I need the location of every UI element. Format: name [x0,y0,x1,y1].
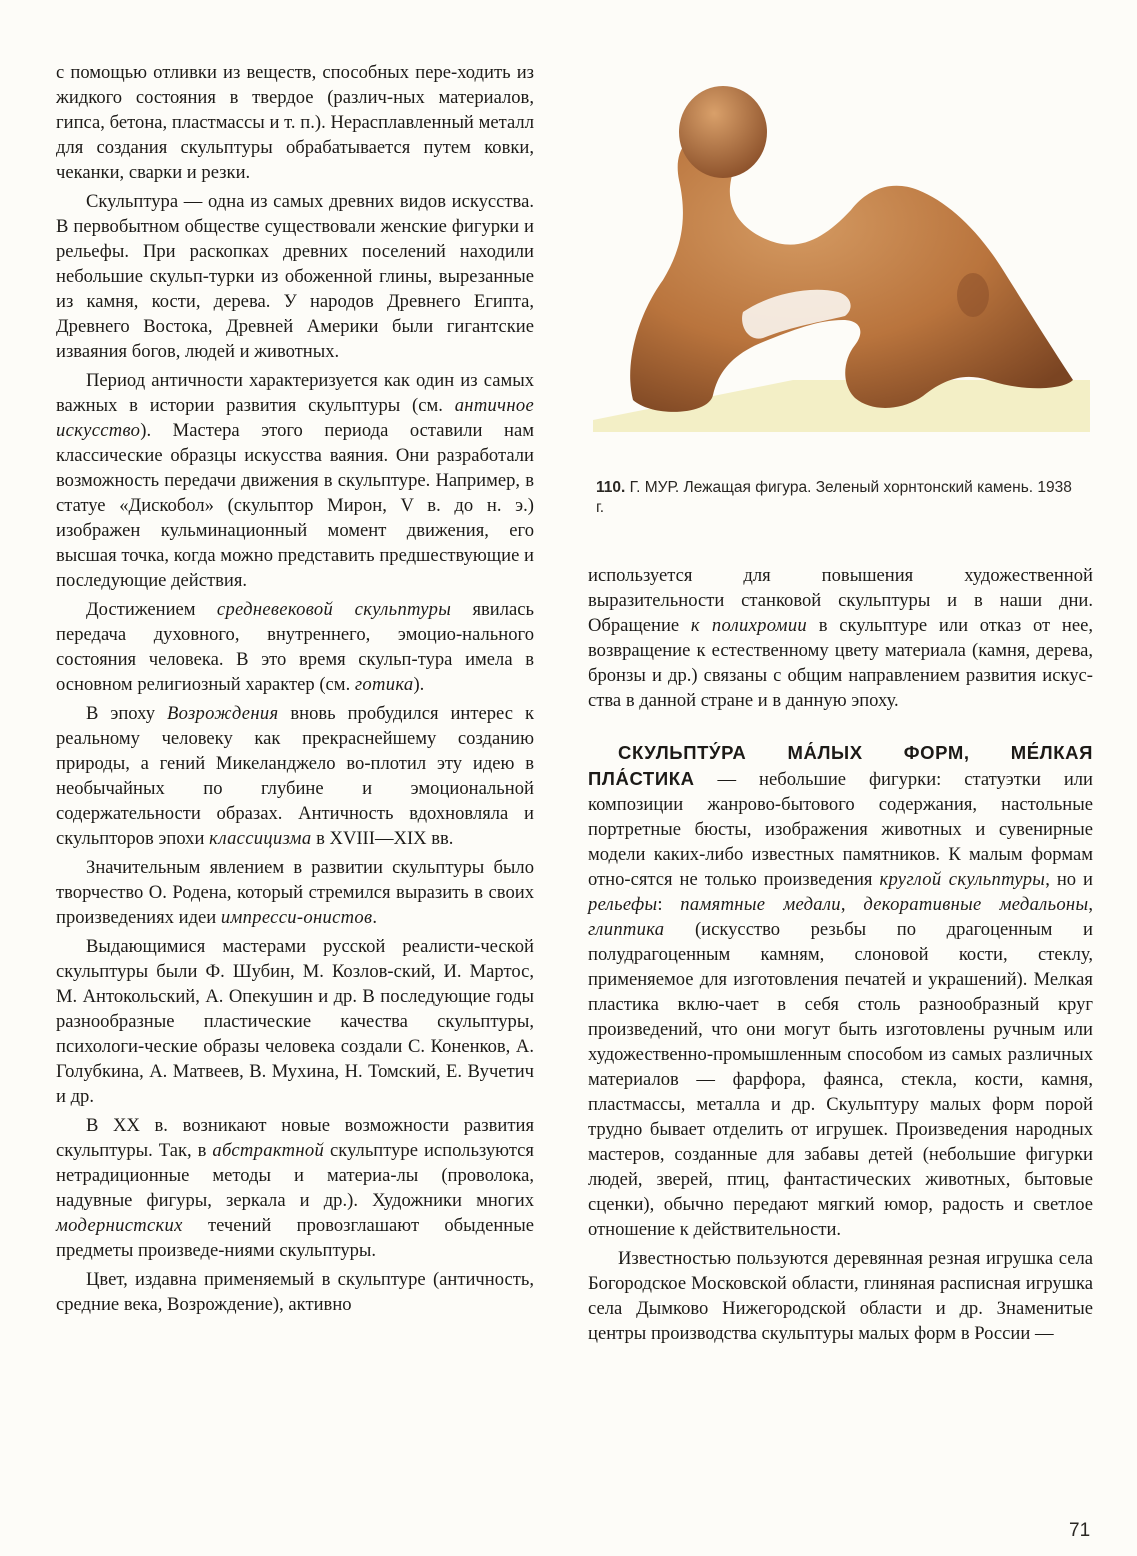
cross-reference: абстрактной [212,1140,325,1161]
page-number: 71 [1069,1520,1091,1541]
right-text-column [588,563,1093,1346]
paragraph-text: с помощью отливки из веществ, способных пере-ходить из жидкого состояния в твердое (различ-ных материалов, гипса, бетона, пластмассы и т. п.). Нерасплавленный металл для создания скульптуры обрабатывается путем ковки, чеканки, сварки и резки. [56,62,534,183]
cross-reference: готика [354,674,414,695]
paragraph-russian-masters [56,934,534,1109]
paragraph-text: Цвет, издавна применяемый в скульптуре (античность, средние века, Возрождение), активно [56,1269,534,1315]
cross-reference: античное искусство [56,395,534,441]
cross-reference: Возрождения [166,703,279,724]
paragraph-medieval: Достижением средневековой скульптуры явилась передача духовного, внутреннего, эмоцио-нального состояния человека. В это время скульп-тура имела в основном религиозный характер (см. готика). [56,599,534,695]
paragraph-antiquity: Период античности характеризуется как один из самых важных в истории развития скульптуры (см. античное искусство). Мастера этого периода оставили нам классические образцы искусства ваяния. Они разработали возможность передачи движения в скульптуре. Например, в статуе «Дискобол» (скульптор Мирон, V в. до н. э.) изображен кульминационный момент движения, его высшая точка, когда можно представить предшествующие и последующие действия. [56,370,534,591]
paragraph-text: Выдающимися мастерами русской реалисти-ческой скульптуры были Ф. Шубин, М. Козлов-ский, И. Мартос, М. Антокольский, А. Опекушин и др. В последующие годы разнообразные пластические качества скульптуры, психологи-ческие образы человека создали С. Коненков, А. Голубкина, А. Матвеев, В. Мухина, Н. Томский, Е. Вучетич и др. [56,936,534,1107]
sculpture-photo [593,80,1090,432]
cross-reference: импресси-онистов [220,907,373,928]
caption-text: Г. МУР. Лежащая фигура. Зеленый хорнтонский камень. 1938 г. [596,479,1072,516]
paragraph-folk-toys [588,1246,1093,1346]
cross-reference: классицизма [209,828,312,849]
paragraph-casting [56,60,534,185]
cross-reference: модернистских [56,1215,183,1236]
paragraph-ancient-origins [56,189,534,364]
paragraph-renaissance: В эпоху Возрождения вновь пробудился интерес к реальному человеку как прекраснейшему созданию природы, а гений Микеланджело во-плотил эту идею в необычайных по глубине и эмоциональной содержательности образах. Античность вдохновляла и скульпторов эпохи классицизма в XVIII—XIX вв. [56,703,534,849]
entry-term: СКУЛЬПТУ́РА МА́ЛЫХ ФОРМ, МЕ́ЛКАЯ ПЛА́СТИКА [588,742,1093,789]
cross-reference: к полихромии [690,615,808,636]
paragraph-twentieth-century: В XX в. возникают новые возможности развития скульптуры. Так, в абстрактной скульптуре используются нетрадиционные методы и материа-лы (проволока, надувные фигуры, зеркала и др.). Художники многих модернистских течений провозглашают обыденные предметы произведе-ниями скульптуры. [56,1115,534,1261]
paragraph-rodin: Значительным явлением в развитии скульптуры было творчество О. Родена, который стремился выразить в своих произведениях идеи импресси-онистов. [56,857,534,928]
left-text-column [56,60,534,1317]
cross-reference: памятные медали [680,894,841,915]
figure-caption [596,478,1076,518]
caption-number: 110. [596,479,626,496]
reclining-figure-image [593,80,1090,432]
dictionary-entry: СКУЛЬПТУ́РА МА́ЛЫХ ФОРМ, МЕ́ЛКАЯ ПЛА́СТИКА — небольшие фигурки: статуэтки или композиции жанрово-бытового содержания, настольные портретные бюсты, изображения животных и сувенирные модели каких-либо известных памятников. К малым формам отно-сятся не только произведения круглой скульптуры, но и рельефы: памятные медали, декоративные медальоны, глиптика (искусство резьбы по драгоценным и полудрагоценным камням, слоновой кости, стеклу, применяемое для изготовления печатей и украшений). Мелкая пластика вклю-чает в себя столь разнообразный круг произведений, что они могут быть изготовлены ручным или художественно-промышленным способом из самых различных материалов — фарфора, фаянса, стекла, кости, камня, пластмассы, металла и др. Скульптуру малых форм порой трудно бывает отделить от игрушек. Произведения народных мастеров, созданные для забавы детей (небольшие фигурки людей, зверей, птиц, фантастических животных, бытовые сценки), обычно передают мягкий юмор, радость и светлое отношение к действительности. [588,742,1093,1240]
paragraph-color [56,1267,534,1317]
figure-head [679,86,767,178]
paragraph-color-continued: используется для повышения художественной выразительности станковой скульптуры и в наши дни. Обращение к полихромии в скульптуре или отказ от нее, возвращение к естественному цвету материала (камня, дерева, бронзы и др.) связаны с общим направлением развития искус-ства в данной стране и в данную эпоху. [588,565,1093,711]
cross-reference: декоративные медальоны [863,894,1089,915]
cross-reference: глиптика [588,919,665,940]
cross-reference: рельефы [588,894,658,915]
cross-reference: средневековой скульптуры [216,599,452,620]
paragraph-text: Скульптура — одна из самых древних видов искусства. В первобытном обществе существовали женские фигурки и рельефы. При раскопках древних поселений находили небольшие скульп-турки из обоженной глины, вырезанные из камня, кости, дерева. У народов Древнего Египта, Древнего Востока, Древней Америки были гигантские изваяния богов, людей и животных. [56,191,534,362]
cross-reference: круглой скульптуры [879,869,1046,890]
paragraph-text: Известностью пользуются деревянная резная игрушка села Богородское Московской области, глиняная расписная игрушка села Дымково Нижегородской области и др. Знаменитые центры производства скульптуры малых форм в России — [588,1248,1093,1344]
